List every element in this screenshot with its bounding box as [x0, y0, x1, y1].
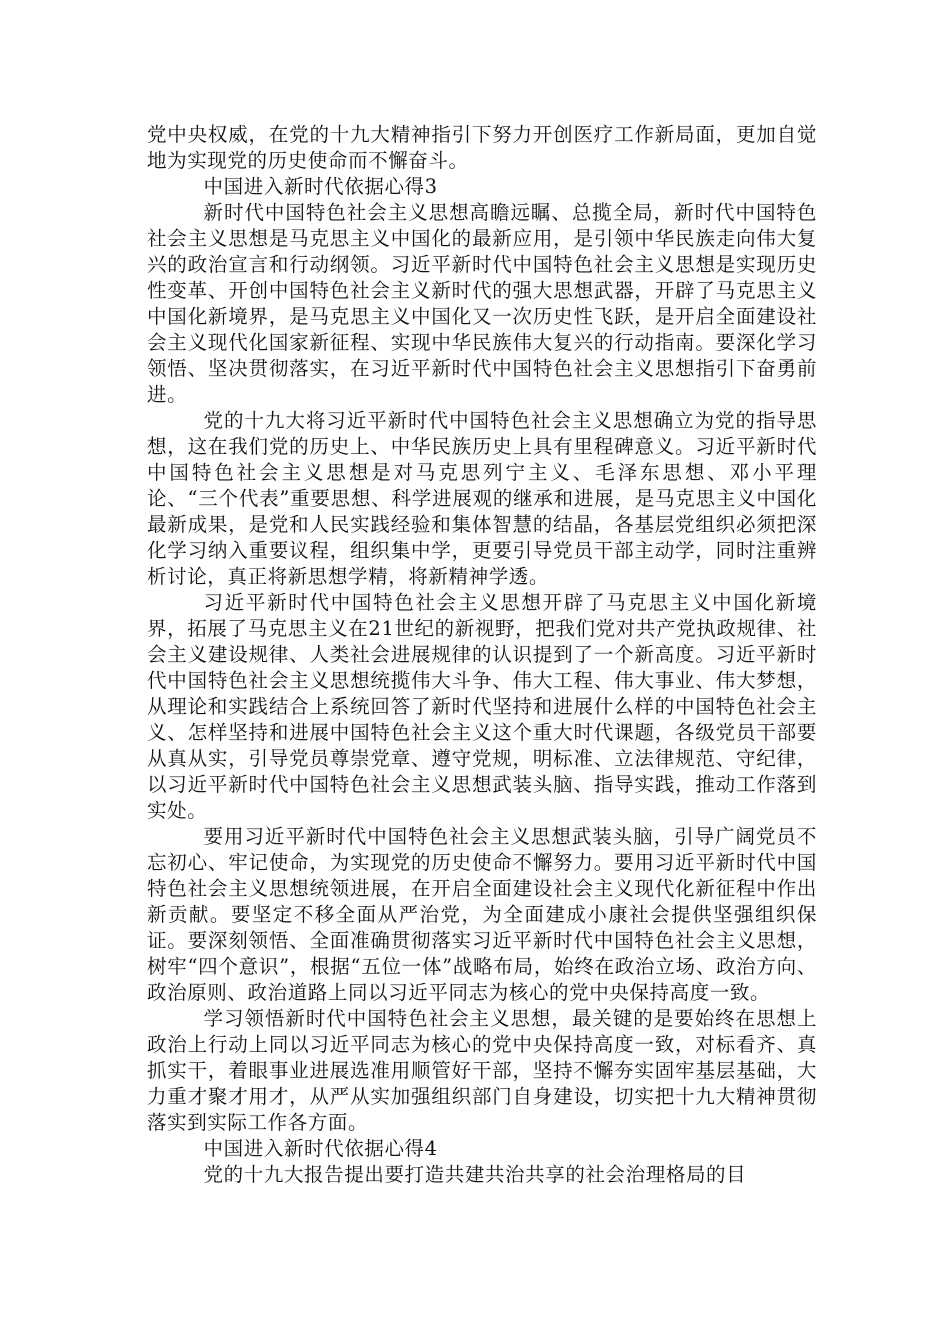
paragraph-continuation: 党中央权威，在党的十九大精神指引下努力开创医疗工作新局面，更加自觉地为实现党的历史使命而不懈奋斗。 [147, 123, 817, 172]
section-heading-4: 中国进入新时代依据心得4 [203, 1137, 438, 1160]
document-body [147, 122, 817, 1188]
paragraph: 新时代中国特色社会主义思想高瞻远瞩、总揽全局，新时代中国特色社会主义思想是马克思主义中国化的最新应用，是引领中华民族走向伟大复兴的政治宣言和行动纲领。习近平新时代中国特色社会主义思想是实现历史性变革、开创中国特色社会主义新时代的强大思想武器，开辟了马克思主义中国化新境界，是马克思主义中国化又一次历史性飞跃，是开启全面建设社会主义现代化国家新征程、实现中华民族伟大复兴的行动指南。要深化学习领悟、坚决贯彻落实，在习近平新时代中国特色社会主义思想指引下奋勇前进。 [147, 201, 817, 406]
paragraph: 要用习近平新时代中国特色社会主义思想武装头脑，引导广阔党员不忘初心、牢记使命，为实现党的历史使命不懈努力。要用习近平新时代中国特色社会主义思想统领进展，在开启全面建设社会主义现代化新征程中作出新贡献。要坚定不移全面从严治党，为全面建成小康社会提供坚强组织保证。要深刻领悟、全面准确贯彻落实习近平新时代中国特色社会主义思想，树牢“四个意识”，根据“五位一体”战略布局，始终在政治立场、政治方向、政治原则、政治道路上同以习近平同志为核心的党中央保持高度一致。 [147, 825, 817, 1004]
paragraph: 学习领悟新时代中国特色社会主义思想，最关键的是要始终在思想上政治上行动上同以习近平同志为核心的党中央保持高度一致，对标看齐、真抓实干，着眼事业进展选准用顺管好干部，坚持不懈夯实固牢基层基础，大力重才聚才用才，从严从实加强组织部门自身建设，切实把十九大精神贯彻落实到实际工作各方面。 [147, 1007, 817, 1134]
paragraph-truncated: 党的十九大报告提出要打造共建共治共享的社会治理格局的目 [203, 1163, 747, 1186]
paragraph: 习近平新时代中国特色社会主义思想开辟了马克思主义中国化新境界，拓展了马克思主义在21世纪的新视野，把我们党对共产党执政规律、社会主义建设规律、人类社会进展规律的认识提到了一个新高度。习近平新时代中国特色社会主义思想统揽伟大斗争、伟大工程、伟大事业、伟大梦想，从理论和实践结合上系统回答了新时代坚持和进展什么样的中国特色社会主义、怎样坚持和进展中国特色社会主义这个重大时代课题，各级党员干部要从真从实，引导党员尊崇党章、遵守党规，明标准、立法律规范、守纪律，以习近平新时代中国特色社会主义思想武装头脑、指导实践，推动工作落到实处。 [147, 591, 817, 822]
section-heading-3: 中国进入新时代依据心得3 [203, 175, 438, 198]
paragraph: 党的十九大将习近平新时代中国特色社会主义思想确立为党的指导思想，这在我们党的历史上、中华民族历史上具有里程碑意义。习近平新时代中国特色社会主义思想是对马克思列宁主义、毛泽东思想、邓小平理论、“三个代表”重要思想、科学进展观的继承和进展，是马克思主义中国化最新成果，是党和人民实践经验和集体智慧的结晶，各基层党组织必须把深化学习纳入重要议程，组织集中学，更要引导党员干部主动学，同时注重辨析讨论，真正将新思想学精，将新精神学透。 [147, 409, 817, 588]
